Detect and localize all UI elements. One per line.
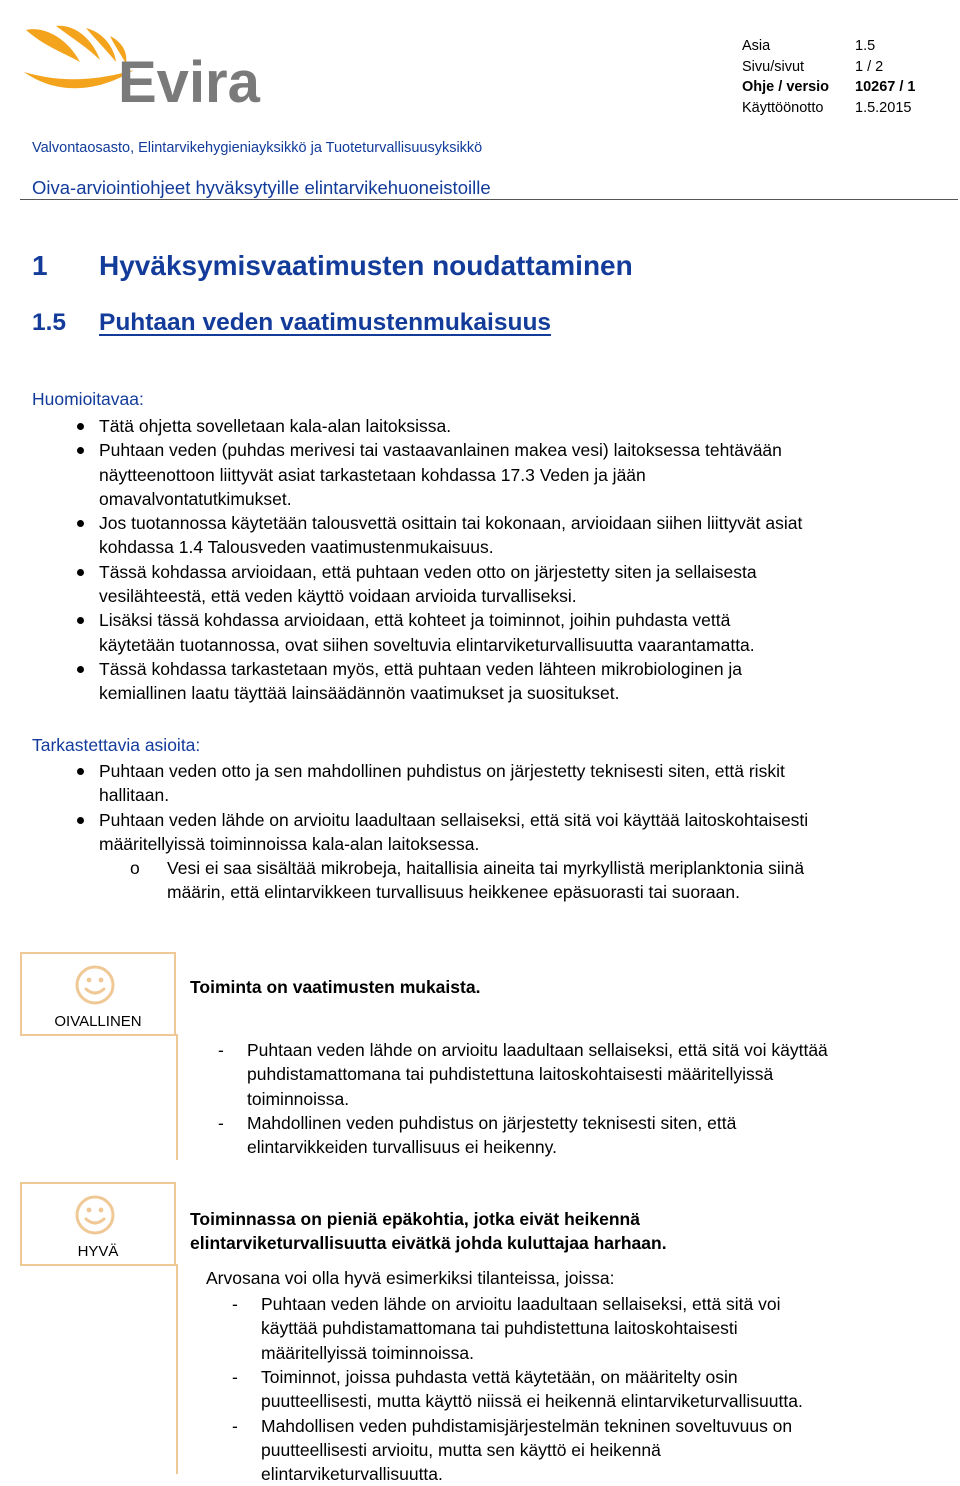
bullet-icon — [77, 447, 84, 454]
bullet-icon — [77, 520, 84, 527]
grade-heading-line: Toiminta on vaatimusten mukaista. — [190, 977, 481, 997]
checks-label: Tarkastettavia asioita: — [32, 735, 201, 755]
meta-value: 1 / 2 — [855, 58, 884, 75]
meta-row — [742, 36, 915, 57]
grade-heading-line: elintarviketurvallisuutta eivätkä johda kuluttajaa harhaan. — [190, 1233, 667, 1253]
dash-marker: - — [232, 1415, 238, 1436]
subitem-line: määrin, että elintarvikkeen turvallisuus heikkenee epäsuorasti tai suoraan. — [167, 882, 740, 903]
list-item — [0, 438, 940, 511]
badge-label: HYVÄ — [77, 1243, 119, 1260]
dash-item-line: Toiminnot, joissa puhdasta vettä käytetään, on määritelty osin — [261, 1366, 738, 1387]
dash-item-line: Puhtaan veden lähde on arvioitu laadultaan sellaiseksi, että sitä voi käyttää — [247, 1040, 828, 1060]
list-item-line: Tässä kohdassa arvioidaan, että puhtaan veden otto on järjestetty siten ja sellaisesta — [99, 561, 757, 582]
dash-item-line: toiminnoissa. — [247, 1088, 350, 1109]
list-item — [0, 608, 940, 657]
list-item — [0, 759, 940, 808]
dash-marker: - — [218, 1040, 224, 1060]
dash-item-line: puutteellisesti arvioitu, mutta sen käyttö ei heikennä — [261, 1439, 661, 1460]
list-item-line: Tätä ohjetta sovelletaan kala-alan laitoksissa. — [99, 416, 452, 436]
list-item-line: kemiallinen laatu täyttää lainsäädännön vaatimukset ja suositukset. — [99, 683, 620, 704]
dash-item — [218, 1111, 958, 1160]
grade-divider — [176, 1264, 178, 1474]
bullet-icon — [77, 423, 84, 430]
grade-badge-oivallinen — [20, 952, 176, 1036]
dash-item-text — [261, 1414, 792, 1486]
meta-row — [742, 57, 915, 78]
section-number: 1 — [32, 250, 48, 281]
list-item-line: kohdassa 1.4 Talousveden vaatimustenmukaisuus. — [99, 537, 494, 558]
section-heading — [32, 250, 633, 282]
meta-value: 1.5 — [855, 38, 876, 54]
dash-item-line: Puhtaan veden lähde on arvioitu laadultaan sellaiseksi, että sitä voi — [261, 1294, 781, 1314]
bullet-icon — [77, 666, 84, 673]
dash-item — [232, 1365, 952, 1414]
badge-label: OIVALLINEN — [54, 1013, 142, 1030]
grade-heading-line: Toiminnassa on pieniä epäkohtia, jotka eivät heikennä — [190, 1209, 640, 1229]
dash-item-text — [261, 1365, 803, 1414]
smiley-icon — [74, 1194, 116, 1236]
dash-item-text — [261, 1292, 781, 1365]
evira-logo — [22, 22, 282, 108]
list-item — [0, 808, 940, 857]
list-item-line: Puhtaan veden otto ja sen mahdollinen puhdistus on järjestetty teknisesti siten, että riskit — [99, 761, 785, 781]
grade-intro: Arvosana voi olla hyvä esimerkiksi tilanteissa, joissa: — [206, 1268, 615, 1288]
dash-item-line: Mahdollisen veden puhdistamisjärjestelmän tekninen soveltuvuus on — [261, 1415, 793, 1436]
bullet-icon — [77, 817, 84, 824]
subsection-heading — [32, 309, 551, 337]
dash-item-line: elintarvikkeiden turvallisuus ei heikenny. — [247, 1137, 557, 1158]
bullet-icon — [77, 569, 84, 576]
list-item — [0, 511, 940, 560]
meta-row — [742, 98, 915, 119]
dash-item-line: puhdistamattomana tai puhdistettuna laitoskohtaisesti määritellyissä — [247, 1064, 774, 1085]
meta-key: Sivu/sivut — [742, 58, 805, 75]
subitem-marker: o — [130, 858, 140, 878]
grade-divider — [176, 1034, 178, 1160]
list-item-line: Puhtaan veden lähde on arvioitu laadultaan sellaiseksi, että sitä voi käyttää laitoskohtaisesti — [99, 809, 809, 830]
dash-item-text — [247, 1111, 736, 1160]
dash-item-line: Mahdollinen veden puhdistus on järjestetty teknisesti siten, että — [247, 1112, 737, 1133]
grade-badge-hyva — [20, 1182, 176, 1266]
bullet-icon — [77, 617, 84, 624]
meta-key: Asia — [742, 38, 771, 54]
dash-item — [232, 1414, 952, 1486]
dash-item-line: elintarviketurvallisuutta. — [261, 1464, 443, 1485]
list-item-line: Jos tuotannossa käytetään talousvettä osittain tai kokonaan, arvioidaan siihen liittyvät asiat — [99, 513, 803, 534]
dash-item — [218, 1038, 958, 1111]
dash-marker: - — [218, 1112, 224, 1133]
meta-key: Käyttöönotto — [742, 99, 824, 116]
list-item — [0, 560, 940, 609]
list-item-line: Lisäksi tässä kohdassa arvioidaan, että kohteet ja toiminnot, joihin puhdasta vettä — [99, 610, 731, 631]
logo-wordmark: Evira — [118, 50, 260, 108]
list-item — [0, 657, 940, 706]
list-item-line: Tässä kohdassa tarkastetaan myös, että puhtaan veden lähteen mikrobiologinen ja — [99, 658, 743, 679]
dash-marker: - — [232, 1294, 238, 1314]
smiley-icon — [74, 964, 116, 1006]
grade-heading — [190, 1207, 667, 1255]
document-meta — [742, 36, 915, 118]
notes-label: Huomioitavaa: — [32, 389, 144, 409]
notes-list — [0, 414, 940, 706]
document-title: Oiva-arviointiohjeet hyväksytyille elintarvikehuoneistoille — [32, 177, 491, 198]
list-item — [0, 414, 940, 438]
dash-item-line: määritellyissä toiminnoissa. — [261, 1342, 474, 1363]
grade-heading — [190, 975, 480, 999]
meta-key: Ohje / versio — [742, 79, 830, 95]
list-item-line: vesilähteestä, että veden käyttö voidaan arvioida turvalliseksi. — [99, 586, 577, 607]
meta-row — [742, 77, 915, 98]
list-item-line: omavalvontatutkimukset. — [99, 488, 292, 509]
dash-item-text — [247, 1038, 828, 1111]
bullet-icon — [77, 768, 84, 775]
subitem-line: Vesi ei saa sisältää mikrobeja, haitallisia aineita tai myrkyllistä meriplanktonia siinä — [167, 858, 805, 878]
dash-item-line: käyttää puhdistamattomana tai puhdistettuna laitoskohtaisesti — [261, 1318, 738, 1339]
department-line: Valvontaosasto, Elintarvikehygieniayksikkö ja Tuoteturvallisuusyksikkö — [32, 140, 483, 156]
checks-list — [0, 759, 940, 856]
list-item-line: määritellyissä toiminnoissa kala-alan laitoksessa. — [99, 833, 480, 854]
section-title: Hyväksymisvaatimusten noudattaminen — [99, 250, 633, 281]
dash-item-line: puutteellisesti, mutta käyttö niissä ei heikennä elintarviketurvallisuutta. — [261, 1391, 803, 1412]
list-item-line: käytetään tuotannossa, ovat siihen soveltuvia elintarviketurvallisuutta vaarantamatta. — [99, 634, 755, 655]
list-item-line: hallitaan. — [99, 785, 170, 806]
dash-marker: - — [232, 1366, 238, 1387]
list-item-line: Puhtaan veden (puhdas merivesi tai vastaavanlainen makea vesi) laitoksessa tehtävään — [99, 440, 782, 461]
subsection-title: Puhtaan veden vaatimustenmukaisuus — [99, 309, 552, 336]
list-item-line: näytteenottoon liittyvät asiat tarkastetaan kohdassa 17.3 Veden ja jään — [99, 464, 646, 485]
dash-item — [232, 1292, 952, 1365]
meta-value: 10267 / 1 — [855, 79, 916, 95]
header-divider — [20, 199, 958, 200]
subsection-number: 1.5 — [32, 309, 67, 336]
meta-value: 1.5.2015 — [855, 99, 912, 116]
